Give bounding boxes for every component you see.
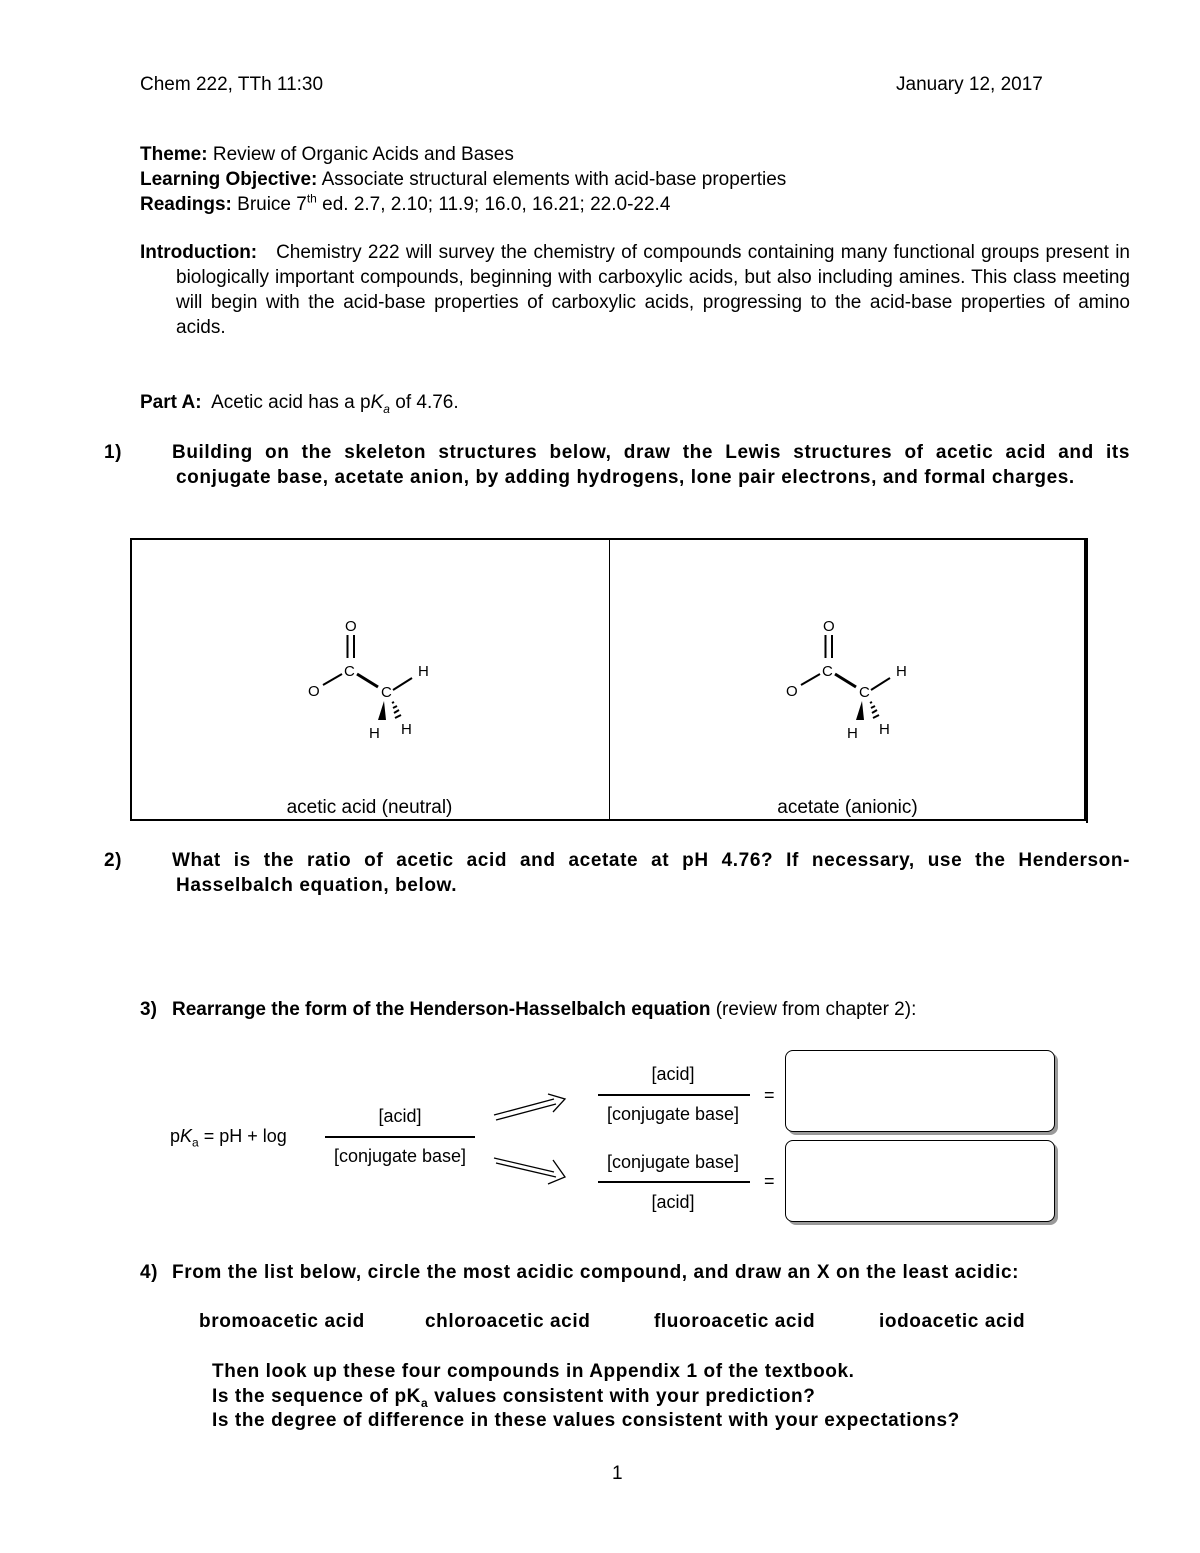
c-o-single-bond [801, 674, 820, 685]
methyl-carbon: C [381, 684, 392, 701]
introduction-paragraph [140, 240, 1130, 340]
hydrogen-2: H [369, 725, 380, 742]
upper-double-arrow [494, 1094, 565, 1120]
question-1 [104, 440, 1130, 490]
bottom-fraction-line [598, 1181, 750, 1183]
c-o-single-bond [323, 674, 342, 685]
top-fraction-line [598, 1094, 750, 1096]
hh-equation-lhs [170, 1126, 287, 1150]
c-h-bond [871, 678, 890, 690]
compound-bromoacetic[interactable]: bromoacetic acid [199, 1311, 365, 1332]
q3-bold: Rearrange the form of the Henderson-Hasselbalch equation [172, 999, 711, 1020]
question-4 [140, 1260, 1019, 1285]
bottom-equals: = [764, 1171, 775, 1191]
part-a-post: of 4.76. [389, 392, 459, 413]
followup-line-3: Is the degree of difference in these values consistent with your expectations? [212, 1410, 960, 1431]
carbonyl-oxygen: O [823, 618, 835, 635]
q2-text: What is the ratio of acetic acid and acetate at pH 4.76? If necessary, use the Henderson-Hasselbalch equation, below. [172, 850, 1130, 896]
c-c-bond [357, 674, 378, 687]
box-shadow-edge [1086, 538, 1088, 823]
hydrogen-2: H [847, 725, 858, 742]
eq-a: a [192, 1135, 199, 1150]
acetate-caption: acetate (anionic) [777, 797, 918, 818]
carbonyl-oxygen: O [345, 618, 357, 635]
eq-p: p [170, 1126, 181, 1146]
hydroxyl-oxygen: O [308, 683, 320, 700]
oxygen-anion: O [786, 683, 798, 700]
part-a-pre: Acetic acid has a p [211, 392, 371, 413]
readings-pre: Bruice 7 [237, 194, 307, 215]
date-header: January 12, 2017 [896, 74, 1043, 95]
q2-number: 2) [104, 850, 123, 871]
compound-chloroacetic[interactable]: chloroacetic acid [425, 1311, 591, 1332]
hydrogen-3: H [401, 721, 412, 738]
question-2 [104, 848, 1130, 898]
part-a-sub: a [383, 401, 390, 416]
readings-line [140, 192, 670, 217]
hydrogen-3: H [879, 721, 890, 738]
c-c-bond [835, 674, 856, 687]
top-answer-box[interactable] [785, 1050, 1055, 1132]
objective-label: Learning Objective: [140, 169, 318, 190]
carbonyl-carbon: C [822, 663, 833, 680]
wedge-bond [856, 701, 864, 720]
intro-label: Introduction: [140, 242, 258, 263]
c-h-bond [393, 678, 412, 690]
eq-k: K [180, 1126, 193, 1146]
lower-double-arrow [494, 1158, 565, 1184]
readings-sup: th [306, 191, 317, 206]
bottom-numerator: [conjugate base] [606, 1152, 740, 1172]
acetic-acid-caption: acetic acid (neutral) [286, 797, 453, 818]
q1-number: 1) [104, 442, 123, 463]
followup-line-2-post: values consistent with your prediction? [428, 1386, 816, 1407]
top-numerator: [acid] [651, 1064, 695, 1084]
hash-bond [870, 702, 879, 718]
acetate-skeleton [773, 610, 923, 745]
part-a-line [140, 390, 459, 415]
page-number: 1 [612, 1463, 623, 1484]
eq-rhs: = pH + log [198, 1126, 287, 1146]
theme-label: Theme: [140, 144, 208, 165]
q3-normal: (review from chapter 2): [710, 999, 917, 1020]
q4-number: 4) [140, 1262, 159, 1283]
theme-line [140, 142, 514, 167]
readings-post: ed. 2.7, 2.10; 11.9; 16.0, 16.21; 22.0-22.4 [316, 194, 671, 215]
wedge-bond [378, 701, 386, 720]
readings-label: Readings: [140, 194, 232, 215]
acetic-acid-skeleton [295, 610, 445, 745]
box-divider [609, 540, 610, 819]
objective-text: Associate structural elements with acid-base properties [321, 169, 787, 190]
q4-text: From the list below, circle the most acidic compound, and draw an X on the least acidic: [172, 1262, 1020, 1283]
top-denominator: [conjugate base] [606, 1104, 740, 1124]
theme-text: Review of Organic Acids and Bases [212, 144, 514, 165]
q3-number: 3) [140, 999, 157, 1020]
part-a-k: K [370, 392, 384, 413]
hydrogen-1: H [896, 663, 907, 680]
lewis-structure-drawing-area[interactable] [130, 538, 1086, 821]
bottom-answer-box[interactable] [785, 1140, 1055, 1222]
eq-numerator: [acid] [378, 1106, 422, 1126]
bottom-denominator: [acid] [651, 1192, 695, 1212]
compound-fluoroacetic[interactable]: fluoroacetic acid [654, 1311, 816, 1332]
followup-line-2-pre: Is the sequence of pK [212, 1386, 421, 1407]
top-equals: = [764, 1085, 775, 1105]
part-a-label: Part A: [140, 392, 202, 413]
hydrogen-1: H [418, 663, 429, 680]
eq-fraction-line [325, 1136, 475, 1138]
methyl-carbon: C [859, 684, 870, 701]
intro-text: Chemistry 222 will survey the chemistry of compounds containing many functional groups present in biologically important compounds, beginning with carboxylic acids, but also including amines. This class meeting will begin with the acid-base properties of carboxylic acids, progressing to the acid-base properties of amino acids. [176, 242, 1130, 338]
question-3 [140, 997, 916, 1022]
hash-bond [392, 702, 401, 718]
course-header: Chem 222, TTh 11:30 [140, 74, 324, 95]
q1-text: Building on the skeleton structures below, draw the Lewis structures of acetic acid and its conjugate base, acetate anion, by adding hydrogens, lone pair electrons, and formal charges. [172, 442, 1130, 488]
followup-line-1: Then look up these four compounds in Appendix 1 of the textbook. [212, 1361, 855, 1382]
followup-line-2-sub: a [420, 1395, 429, 1410]
rearrange-arrows [490, 1090, 572, 1190]
objective-line [140, 167, 786, 192]
compound-iodoacetic[interactable]: iodoacetic acid [879, 1311, 1026, 1332]
eq-denominator: [conjugate base] [333, 1146, 467, 1166]
carbonyl-carbon: C [344, 663, 355, 680]
followup-line-2 [212, 1384, 815, 1409]
